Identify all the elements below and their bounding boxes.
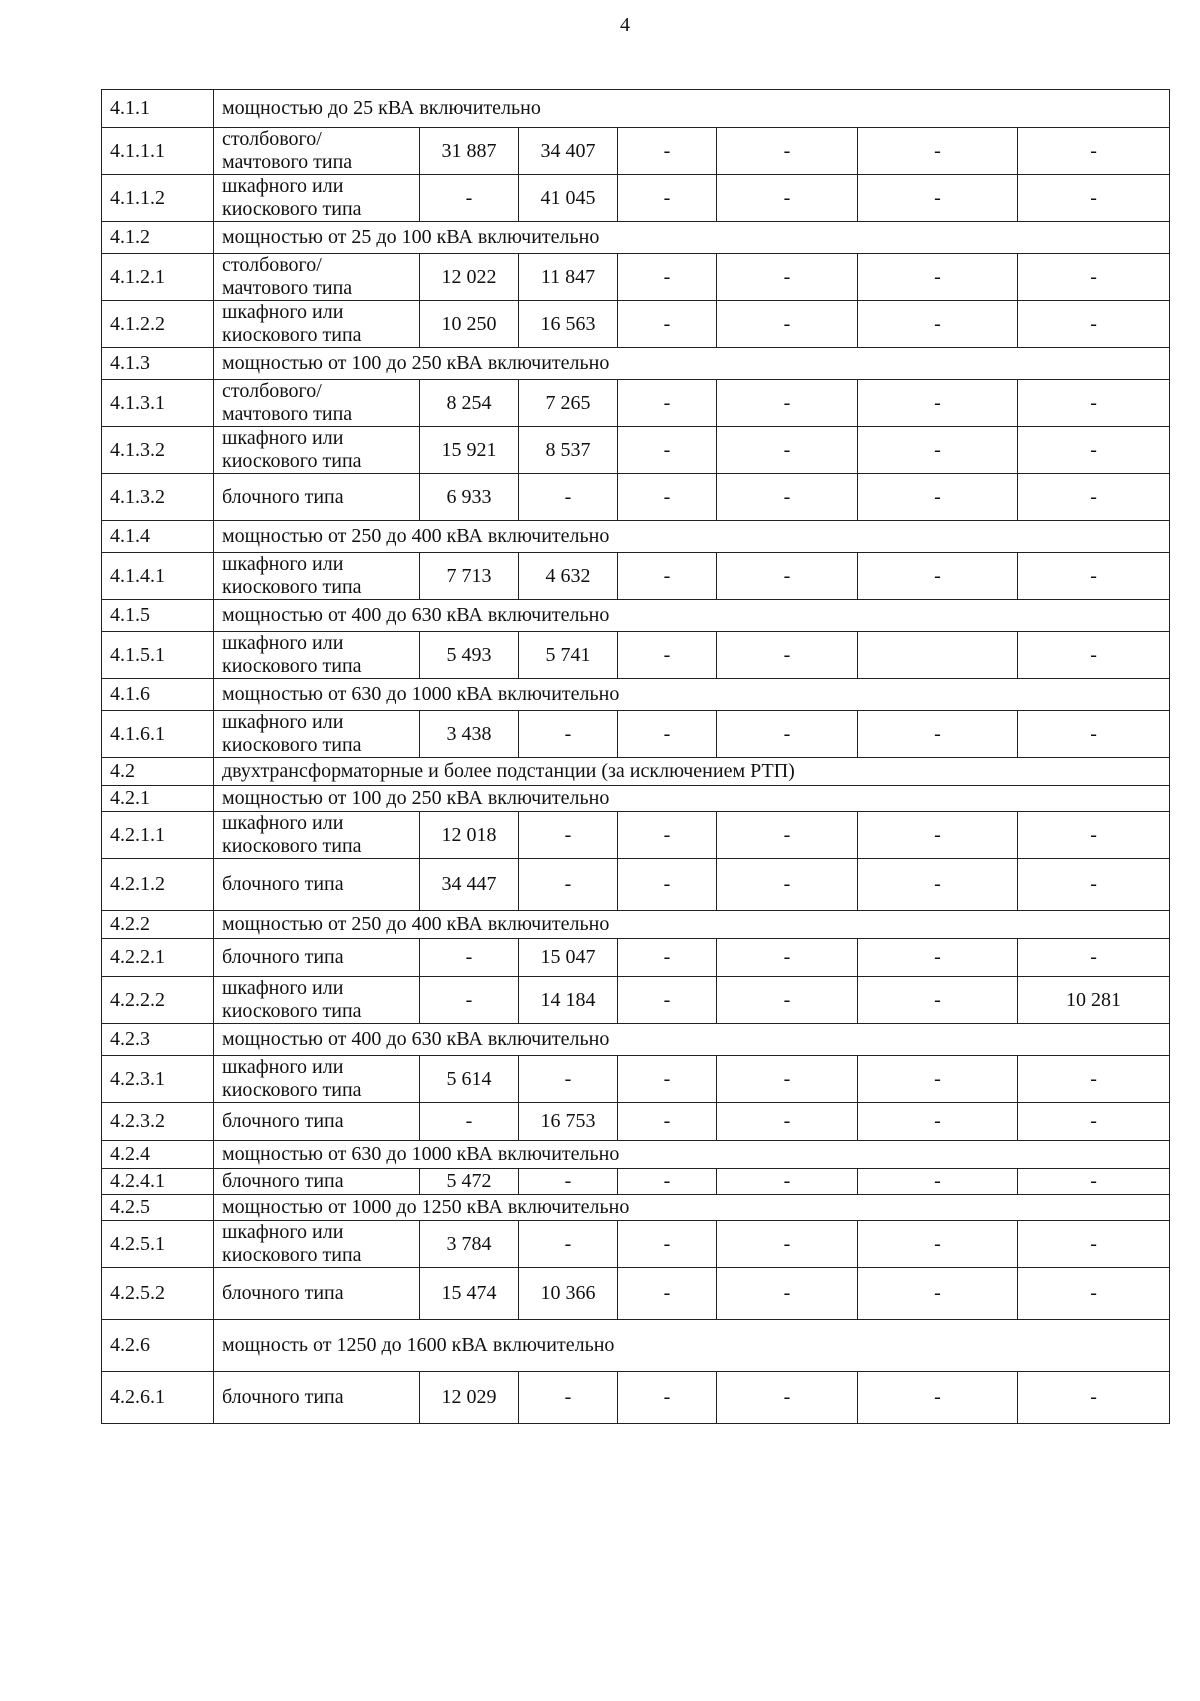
row-type	[214, 859, 420, 911]
value-cell: -	[717, 1268, 858, 1320]
row-code: 4.1.2.1	[102, 254, 214, 301]
row-code: 4.2.3.1	[102, 1056, 214, 1103]
value-cell: -	[420, 175, 519, 222]
row-code: 4.1.2.2	[102, 301, 214, 348]
value-cell: -	[1018, 1056, 1170, 1103]
row-type	[214, 977, 420, 1024]
value-cell: 7 713	[420, 553, 519, 600]
value-cell: 12 018	[420, 812, 519, 859]
value-cell: -	[717, 380, 858, 427]
type-line: шкафного или	[222, 301, 344, 323]
table-row	[102, 632, 1170, 679]
value-cell: 15 921	[420, 427, 519, 474]
row-code: 4.1.3	[102, 348, 214, 380]
value-cell: -	[717, 859, 858, 911]
value-cell: -	[519, 859, 618, 911]
type-line: блочного типа	[222, 946, 344, 968]
value-cell: 15 474	[420, 1268, 519, 1320]
value-cell: -	[717, 1056, 858, 1103]
table-row	[102, 939, 1170, 977]
row-code: 4.1.6	[102, 679, 214, 711]
section-row	[102, 600, 1170, 632]
value-cell: -	[858, 859, 1018, 911]
value-cell: -	[519, 1169, 618, 1195]
section-row	[102, 679, 1170, 711]
value-cell: -	[858, 175, 1018, 222]
value-cell: -	[717, 1103, 858, 1141]
value-cell: -	[717, 939, 858, 977]
value-cell: -	[858, 254, 1018, 301]
section-row	[102, 758, 1170, 786]
value-cell: -	[717, 427, 858, 474]
type-line: столбового/	[222, 380, 322, 402]
value-cell: 41 045	[519, 175, 618, 222]
section-row	[102, 90, 1170, 128]
value-cell: -	[618, 427, 717, 474]
value-cell: -	[1018, 812, 1170, 859]
value-cell: -	[858, 1372, 1018, 1424]
value-cell: -	[1018, 474, 1170, 521]
value-cell: -	[618, 1056, 717, 1103]
section-row	[102, 911, 1170, 939]
value-cell: 6 933	[420, 474, 519, 521]
table-row	[102, 859, 1170, 911]
value-cell: -	[618, 859, 717, 911]
value-cell: 8 254	[420, 380, 519, 427]
row-code: 4.2.5.1	[102, 1221, 214, 1268]
value-cell: -	[420, 939, 519, 977]
type-line: киоскового типа	[222, 655, 362, 677]
row-code: 4.2.4	[102, 1141, 214, 1169]
row-code: 4.1.1	[102, 90, 214, 128]
section-row	[102, 348, 1170, 380]
value-cell: 10 250	[420, 301, 519, 348]
value-cell: -	[618, 711, 717, 758]
value-cell: -	[858, 812, 1018, 859]
row-code: 4.2.2.2	[102, 977, 214, 1024]
value-cell: -	[618, 1268, 717, 1320]
value-cell	[858, 632, 1018, 679]
value-cell: 16 753	[519, 1103, 618, 1141]
type-line: шкафного или	[222, 553, 344, 575]
value-cell: -	[717, 301, 858, 348]
row-code: 4.2.4.1	[102, 1169, 214, 1195]
row-code: 4.1.3.1	[102, 380, 214, 427]
row-type	[214, 427, 420, 474]
value-cell: 11 847	[519, 254, 618, 301]
type-line: блочного типа	[222, 1110, 344, 1132]
value-cell: -	[618, 1169, 717, 1195]
value-cell: -	[858, 1169, 1018, 1195]
value-cell: -	[858, 553, 1018, 600]
type-line: мачтового типа	[222, 403, 353, 425]
value-cell: -	[1018, 301, 1170, 348]
value-cell: -	[1018, 128, 1170, 175]
section-title: мощностью от 400 до 630 кВА включительно	[214, 1024, 1170, 1056]
row-code: 4.1.4	[102, 521, 214, 553]
section-title: мощностью до 25 кВА включительно	[214, 90, 1170, 128]
value-cell: -	[858, 1056, 1018, 1103]
value-cell: 34 407	[519, 128, 618, 175]
table-row	[102, 1169, 1170, 1195]
value-cell: 8 537	[519, 427, 618, 474]
tariff-table	[101, 89, 1170, 1424]
row-code: 4.1.1.2	[102, 175, 214, 222]
row-code: 4.2	[102, 758, 214, 786]
value-cell: -	[1018, 380, 1170, 427]
table-row	[102, 1103, 1170, 1141]
table-row	[102, 380, 1170, 427]
value-cell: -	[858, 1268, 1018, 1320]
value-cell: -	[618, 632, 717, 679]
type-line: блочного типа	[222, 1170, 344, 1192]
value-cell: -	[717, 175, 858, 222]
value-cell: -	[717, 1221, 858, 1268]
section-title: мощностью от 100 до 250 кВА включительно	[214, 786, 1170, 812]
value-cell: 10 281	[1018, 977, 1170, 1024]
value-cell: -	[1018, 1372, 1170, 1424]
row-type	[214, 553, 420, 600]
value-cell: -	[519, 711, 618, 758]
row-code: 4.2.1	[102, 786, 214, 812]
value-cell: -	[858, 474, 1018, 521]
row-code: 4.1.5	[102, 600, 214, 632]
value-cell: -	[1018, 1103, 1170, 1141]
value-cell: -	[1018, 254, 1170, 301]
value-cell: -	[1018, 427, 1170, 474]
row-type	[214, 632, 420, 679]
value-cell: 12 022	[420, 254, 519, 301]
value-cell: -	[519, 1221, 618, 1268]
type-line: мачтового типа	[222, 151, 353, 173]
type-line: шкафного или	[222, 812, 344, 834]
value-cell: -	[858, 427, 1018, 474]
value-cell: -	[858, 711, 1018, 758]
value-cell: -	[858, 380, 1018, 427]
value-cell: 5 741	[519, 632, 618, 679]
value-cell: 15 047	[519, 939, 618, 977]
type-line: шкафного или	[222, 175, 344, 197]
table-body	[102, 90, 1170, 1424]
value-cell: -	[618, 254, 717, 301]
row-type	[214, 1221, 420, 1268]
value-cell: 7 265	[519, 380, 618, 427]
value-cell: -	[618, 812, 717, 859]
value-cell: 3 784	[420, 1221, 519, 1268]
row-type	[214, 711, 420, 758]
table-row	[102, 1372, 1170, 1424]
row-code: 4.2.5.2	[102, 1268, 214, 1320]
type-line: киоскового типа	[222, 835, 362, 857]
section-row	[102, 786, 1170, 812]
table-row	[102, 1056, 1170, 1103]
table-row	[102, 812, 1170, 859]
type-line: блочного типа	[222, 485, 344, 508]
value-cell: -	[618, 474, 717, 521]
section-row	[102, 1195, 1170, 1221]
type-line: киоскового типа	[222, 324, 362, 346]
type-line: мачтового типа	[222, 277, 353, 299]
section-row	[102, 1024, 1170, 1056]
table-row	[102, 175, 1170, 222]
value-cell: -	[858, 1221, 1018, 1268]
section-title: мощностью от 1000 до 1250 кВА включительно	[214, 1195, 1170, 1221]
value-cell: -	[519, 812, 618, 859]
value-cell: -	[618, 553, 717, 600]
section-title: двухтрансформаторные и более подстанции (за исключением РТП)	[214, 758, 1170, 786]
section-title: мощностью от 100 до 250 кВА включительно	[214, 348, 1170, 380]
row-code: 4.2.5	[102, 1195, 214, 1221]
value-cell: 10 366	[519, 1268, 618, 1320]
section-title: мощностью от 250 до 400 кВА включительно	[214, 911, 1170, 939]
row-type	[214, 474, 420, 521]
row-type	[214, 254, 420, 301]
value-cell: 12 029	[420, 1372, 519, 1424]
section-title: мощностью от 25 до 100 кВА включительно	[214, 222, 1170, 254]
value-cell: 5 472	[420, 1169, 519, 1195]
value-cell: 3 438	[420, 711, 519, 758]
type-line: киоскового типа	[222, 450, 362, 472]
value-cell: -	[717, 553, 858, 600]
row-code: 4.2.2	[102, 911, 214, 939]
value-cell: -	[618, 939, 717, 977]
value-cell: -	[618, 301, 717, 348]
row-type	[214, 175, 420, 222]
value-cell: -	[717, 128, 858, 175]
value-cell: 4 632	[519, 553, 618, 600]
value-cell: 5 493	[420, 632, 519, 679]
type-line: блочного типа	[222, 873, 344, 895]
value-cell: -	[858, 1103, 1018, 1141]
value-cell: -	[1018, 859, 1170, 911]
value-cell: -	[618, 380, 717, 427]
type-line: столбового/	[222, 128, 322, 150]
value-cell: 5 614	[420, 1056, 519, 1103]
value-cell: -	[717, 711, 858, 758]
table-row	[102, 553, 1170, 600]
row-type	[214, 380, 420, 427]
table-row	[102, 711, 1170, 758]
value-cell: -	[519, 474, 618, 521]
row-type	[214, 301, 420, 348]
section-row	[102, 521, 1170, 553]
type-line: шкафного или	[222, 711, 344, 733]
table-row	[102, 474, 1170, 521]
page-number: 4	[620, 14, 630, 36]
type-line: шкафного или	[222, 632, 344, 654]
value-cell: -	[1018, 175, 1170, 222]
table-row	[102, 1268, 1170, 1320]
section-title: мощностью от 630 до 1000 кВА включительно	[214, 679, 1170, 711]
value-cell: -	[858, 939, 1018, 977]
type-line: киоскового типа	[222, 1000, 362, 1022]
row-type	[214, 1103, 420, 1141]
row-code: 4.1.3.2	[102, 427, 214, 474]
section-title: мощностью от 630 до 1000 кВА включительно	[214, 1141, 1170, 1169]
table-row	[102, 427, 1170, 474]
row-code: 4.2.3.2	[102, 1103, 214, 1141]
value-cell: -	[618, 1372, 717, 1424]
value-cell: -	[420, 977, 519, 1024]
row-type	[214, 1169, 420, 1195]
value-cell: -	[618, 977, 717, 1024]
row-type	[214, 1056, 420, 1103]
row-type	[214, 1372, 420, 1424]
value-cell: -	[717, 474, 858, 521]
row-code: 4.1.1.1	[102, 128, 214, 175]
value-cell: -	[618, 1103, 717, 1141]
row-type	[214, 812, 420, 859]
type-line: шкафного или	[222, 1221, 344, 1243]
row-code: 4.2.1.1	[102, 812, 214, 859]
row-code: 4.1.3.2	[102, 474, 214, 521]
table-row	[102, 977, 1170, 1024]
type-line: киоскового типа	[222, 576, 362, 598]
row-type	[214, 1268, 420, 1320]
type-line: шкафного или	[222, 427, 344, 449]
value-cell: 34 447	[420, 859, 519, 911]
type-line: киоскового типа	[222, 198, 362, 220]
table-row	[102, 254, 1170, 301]
value-cell: 14 184	[519, 977, 618, 1024]
section-row	[102, 1320, 1170, 1372]
value-cell: -	[858, 977, 1018, 1024]
value-cell: -	[1018, 939, 1170, 977]
section-title: мощность от 1250 до 1600 кВА включительно	[214, 1320, 1170, 1372]
row-code: 4.2.2.1	[102, 939, 214, 977]
type-line: шкафного или	[222, 977, 344, 999]
value-cell: -	[1018, 553, 1170, 600]
value-cell: -	[717, 1169, 858, 1195]
row-type	[214, 939, 420, 977]
value-cell: -	[717, 977, 858, 1024]
value-cell: -	[420, 1103, 519, 1141]
row-code: 4.1.5.1	[102, 632, 214, 679]
row-code: 4.1.2	[102, 222, 214, 254]
value-cell: -	[519, 1056, 618, 1103]
section-title: мощностью от 250 до 400 кВА включительно	[214, 521, 1170, 553]
row-code: 4.2.1.2	[102, 859, 214, 911]
table-row	[102, 301, 1170, 348]
value-cell: -	[717, 812, 858, 859]
value-cell: -	[717, 1372, 858, 1424]
row-code: 4.1.4.1	[102, 553, 214, 600]
row-code: 4.2.6	[102, 1320, 214, 1372]
type-line: шкафного или	[222, 1056, 344, 1078]
type-line: киоскового типа	[222, 734, 362, 756]
row-code: 4.2.6.1	[102, 1372, 214, 1424]
value-cell: -	[618, 128, 717, 175]
row-code: 4.2.3	[102, 1024, 214, 1056]
value-cell: 16 563	[519, 301, 618, 348]
type-line: блочного типа	[222, 1386, 344, 1408]
value-cell: 31 887	[420, 128, 519, 175]
section-row	[102, 222, 1170, 254]
section-title: мощностью от 400 до 630 кВА включительно	[214, 600, 1170, 632]
value-cell: -	[519, 1372, 618, 1424]
value-cell: -	[1018, 1268, 1170, 1320]
value-cell: -	[1018, 1169, 1170, 1195]
type-line: столбового/	[222, 254, 322, 276]
value-cell: -	[618, 1221, 717, 1268]
value-cell: -	[1018, 711, 1170, 758]
value-cell: -	[717, 254, 858, 301]
row-type	[214, 128, 420, 175]
value-cell: -	[717, 632, 858, 679]
value-cell: -	[1018, 632, 1170, 679]
value-cell: -	[858, 301, 1018, 348]
section-row	[102, 1141, 1170, 1169]
table-row	[102, 128, 1170, 175]
table-row	[102, 1221, 1170, 1268]
value-cell: -	[858, 128, 1018, 175]
row-code: 4.1.6.1	[102, 711, 214, 758]
type-line: блочного типа	[222, 1282, 344, 1304]
type-line: киоскового типа	[222, 1079, 362, 1101]
value-cell: -	[618, 175, 717, 222]
type-line: киоскового типа	[222, 1244, 362, 1266]
value-cell: -	[1018, 1221, 1170, 1268]
